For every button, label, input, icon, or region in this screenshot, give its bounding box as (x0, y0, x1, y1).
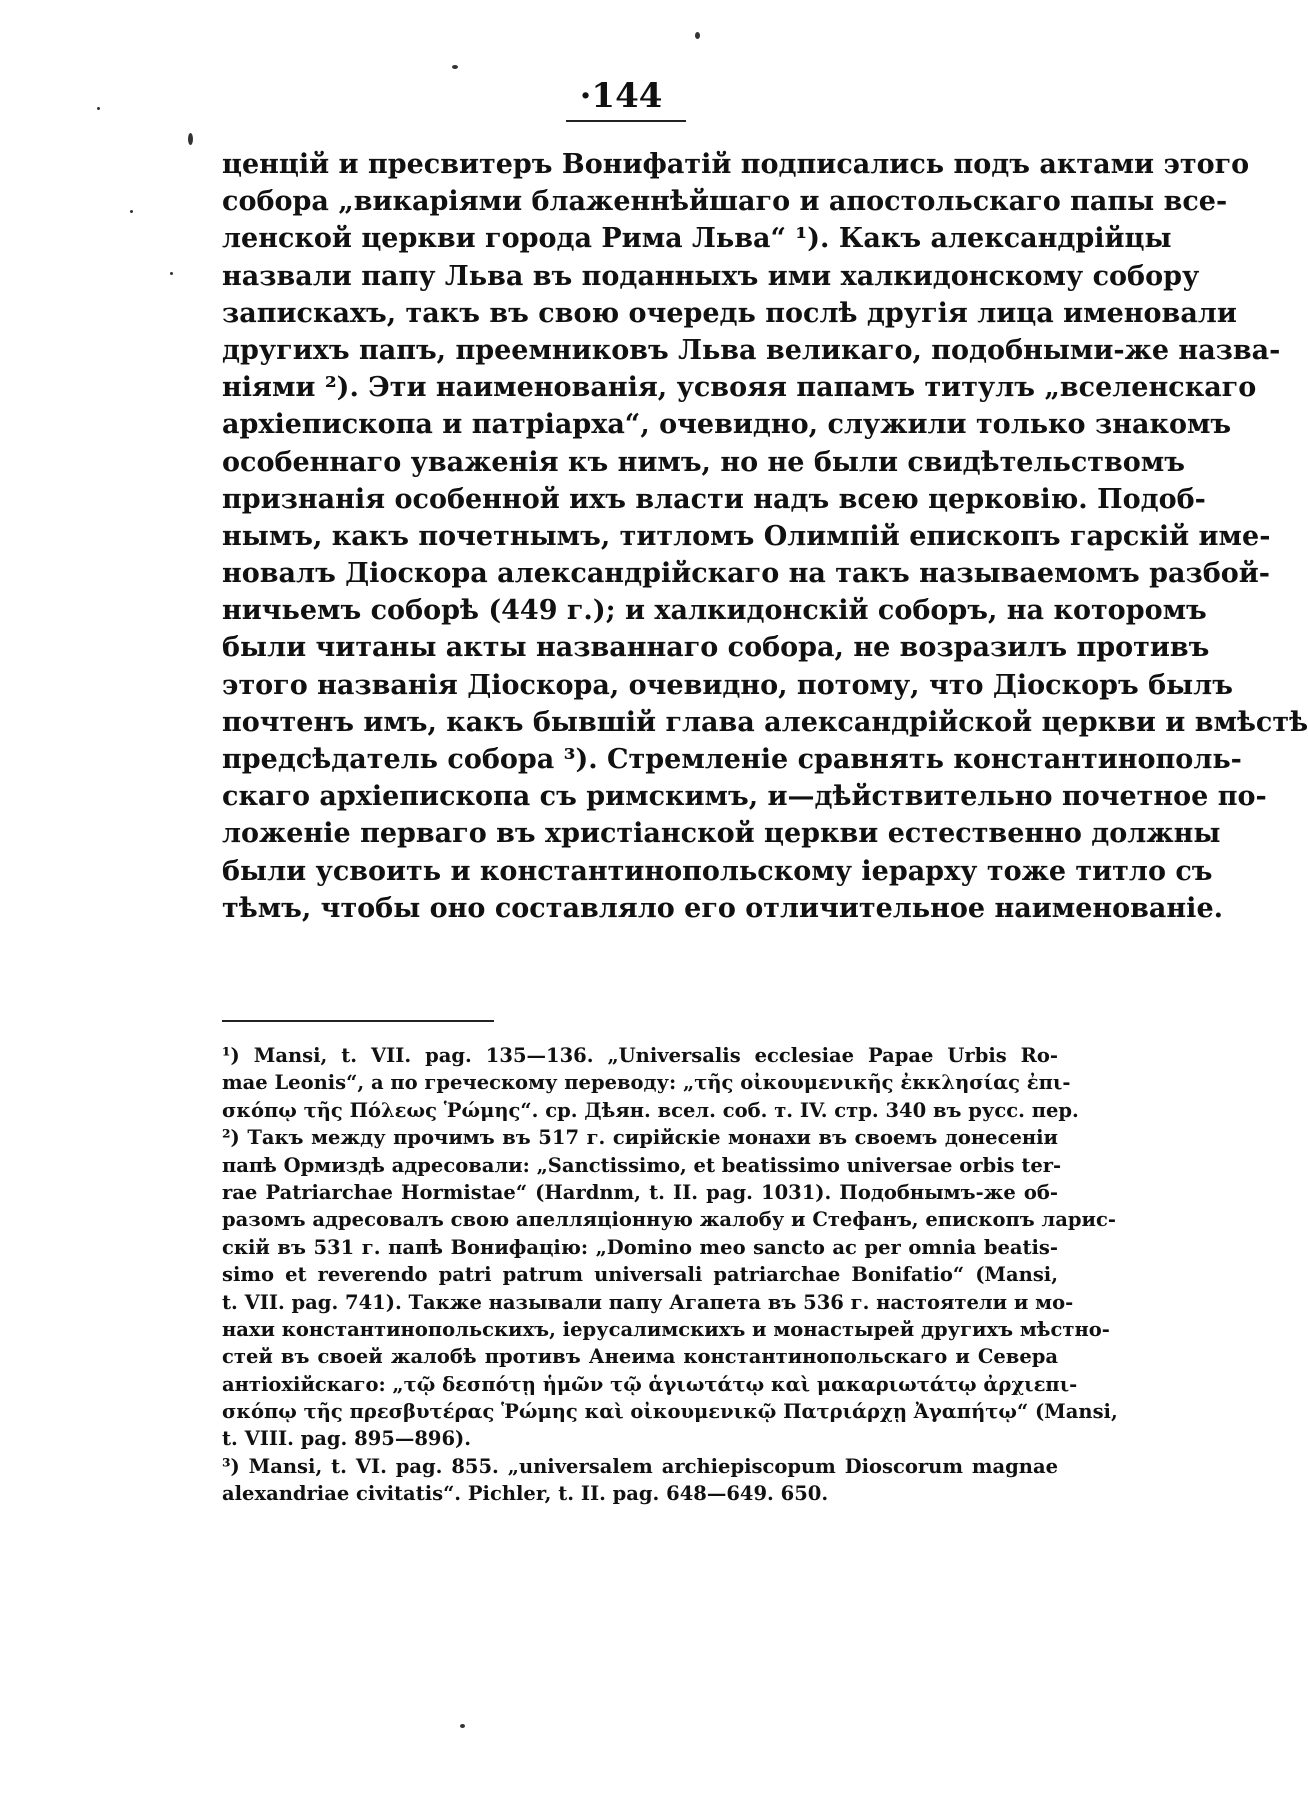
body-line: ценцій и пресвитеръ Вонифатій подписались подъ актами этого (222, 149, 1250, 180)
footnotes (222, 1042, 1118, 1508)
body-line: нымъ, какъ почетнымъ, титломъ Олимпій епископъ гарскій име- (222, 520, 1271, 552)
body-text (222, 146, 1308, 927)
footnote-separator (222, 1020, 494, 1022)
body-line: собора „викаріями блаженнѣйшаго и апостольскаго папы все- (222, 186, 1228, 218)
body-line: особеннаго уваженія къ нимъ, но не были свидѣтельствомъ (222, 446, 1185, 478)
footnote-1 (222, 1042, 1079, 1124)
body-line: назвали папу Льва въ поданныхъ ими халкидонскому собору (222, 260, 1200, 292)
body-line: тѣмъ, чтобы оно составляло его отличительное наименованіе. (222, 892, 1224, 924)
footnote-line: скій въ 531 г. папѣ Вонифацію: „Domino meo sancto ac per omnia beatis- (222, 1235, 1058, 1259)
footnote-line: mae Leonis“, а по греческому переводу: „τῆς οἰκουμενικῆς ἐκκλησίας ἐπι- (222, 1071, 1071, 1095)
footnote-2 (222, 1124, 1118, 1453)
body-line: почтенъ имъ, какъ бывшій глава александрійской церкви и вмѣстѣ (222, 706, 1308, 738)
body-line: новалъ Діоскора александрійскаго на такъ называемомъ разбой- (222, 558, 1270, 590)
footnote-line: rae Patriarchae Hormistae“ (Hardnm, t. II. pag. 1031). Подобнымъ-же об- (222, 1180, 1058, 1204)
footnote-line: ¹) Mansi, t. VII. pag. 135—136. „Universalis ecclesiae Papae Urbis Ro- (222, 1044, 1058, 1067)
body-line: этого названія Діоскора, очевидно, потому, что Діоскоръ былъ (222, 669, 1233, 701)
body-line: другихъ папъ, преемниковъ Льва великаго, подобными-же назва- (222, 334, 1281, 366)
body-line: ложеніе перваго въ христіанской церкви естественно должны (222, 818, 1221, 850)
body-line: ленской церкви города Рима Льва“ ¹). Какъ александрійцы (222, 223, 1172, 255)
footnote-3 (222, 1453, 1058, 1508)
scan-speck (460, 1724, 465, 1728)
body-line: скаго архіепископа съ римскимъ, и—дѣйствительно почетное по- (222, 781, 1267, 813)
scan-speck (188, 133, 193, 145)
footnote-line: t. VII. pag. 741). Также называли папу Агапета въ 536 г. настоятели и мо- (222, 1290, 1074, 1314)
footnote-line: σκόπῳ τῆς Πόλεως Ῥώμης“. ср. Дѣян. всел. соб. т. IV. стр. 340 въ русс. пер. (222, 1098, 1079, 1122)
scan-speck (170, 272, 173, 275)
footnote-line: стей въ своей жалобѣ противъ Анеима константинопольскаго и Севера (222, 1345, 1058, 1369)
body-line: ніями ²). Эти наименованія, усвояя папамъ титулъ „вселенскаго (222, 372, 1257, 404)
scan-speck (130, 210, 133, 213)
footnote-line: нахи константинопольскихъ, іерусалимскихъ и монастырей другихъ мѣстно- (222, 1317, 1110, 1341)
page-number-rule (566, 120, 686, 122)
scan-speck (452, 65, 458, 69)
body-line: были усвоить и константинопольскому іерарху тоже титло съ (222, 855, 1213, 887)
body-line: архіепископа и патріарха“, очевидно, служили только знакомъ (222, 409, 1232, 441)
scan-speck (695, 32, 700, 39)
footnote-line: simo et reverendo patri patrum universali patriarchae Bonifatio“ (Mansi, (222, 1263, 1058, 1287)
footnote-line: t. VIII. pag. 895—896). (222, 1427, 472, 1451)
page-number: ·144 (579, 76, 663, 116)
footnote-line: папѣ Ормиздѣ адресовали: „Sanctissimo, et beatissimo universae orbis ter- (222, 1153, 1062, 1177)
body-line: запискахъ, такъ въ свою очередь послѣ другія лица именовали (222, 297, 1237, 329)
body-line: были читаны акты названнаго собора, не возразилъ противъ (222, 632, 1210, 664)
body-line: ничьемъ соборѣ (449 г.); и халкидонскій соборъ, на которомъ (222, 595, 1207, 627)
footnote-line: alexandriae civitatis“. Pichler, t. II. pag. 648—649. 650. (222, 1482, 829, 1506)
footnote-line: σκόπῳ τῆς πρεσβυτέρας Ῥώμης καὶ οἰκουμενικῷ Πατριάρχῃ Ἀγαπήτῳ“ (Mansi, (222, 1400, 1118, 1424)
footnote-line: разомъ адресовалъ свою апелляціонную жалобу и Стефанъ, епископъ ларис- (222, 1208, 1116, 1232)
footnote-line: антіохійскаго: „τῷ δεσπότῃ ἡμῶν τῷ ἁγιωτάτῳ καὶ μακαριωτάτῳ ἀρχιεπι- (222, 1372, 1078, 1396)
body-line: признанія особенной ихъ власти надъ всею церковію. Подоб- (222, 483, 1206, 515)
footnote-line: ³) Mansi, t. VI. pag. 855. „universalem archiepiscopum Dioscorum magnae (222, 1454, 1058, 1478)
scan-speck (97, 107, 100, 110)
body-line: предсѣдатель собора ³). Стремленіе сравнять константинополь- (222, 744, 1242, 775)
footnote-line: ²) Такъ между прочимъ въ 517 г. сирійскіе монахи въ своемъ донесеніи (222, 1126, 1058, 1150)
